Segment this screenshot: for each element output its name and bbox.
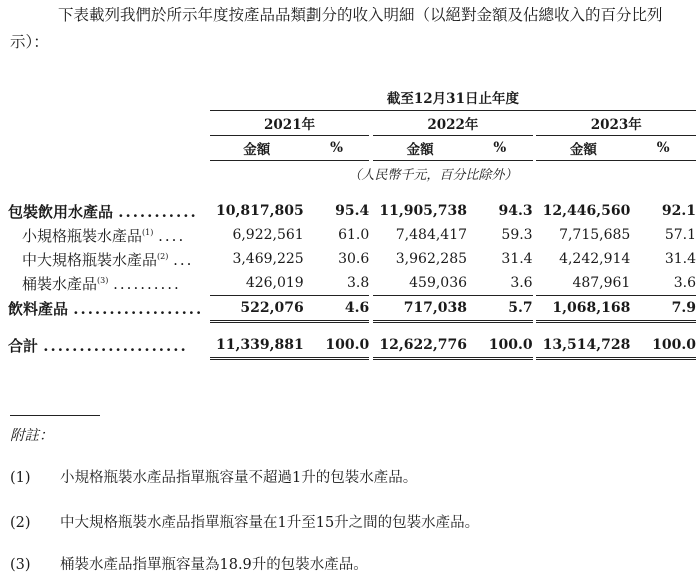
pct-2021: 4.6 — [304, 296, 370, 322]
amount-header: 金額 — [210, 136, 304, 161]
pct-2023: 57.1 — [664, 227, 696, 243]
amount-2022: 459,036 — [409, 275, 468, 291]
pct-header: % — [467, 136, 533, 161]
amount-2021: 11,339,881 — [210, 333, 304, 359]
pct-header: % — [630, 136, 696, 161]
table-row — [8, 247, 696, 271]
row-label: 包裝飲用水產品 ........... — [8, 202, 198, 221]
amount-2023: 487,961 — [572, 275, 631, 291]
pct-header: % — [304, 136, 370, 161]
amount-2023: 1,068,168 — [536, 296, 630, 322]
pct-2023: 3.6 — [673, 275, 696, 291]
table-row — [8, 199, 696, 223]
note-text: 小規格瓶裝水產品指單瓶容量不超過1升的包裝水產品。 — [60, 470, 418, 486]
amount-2021: 3,469,225 — [232, 251, 304, 267]
note-text: 中大規格瓶裝水產品指單瓶容量在1升至15升之間的包裝水產品。 — [60, 515, 480, 531]
amount-header: 金額 — [373, 136, 467, 161]
pct-2022: 31.4 — [501, 251, 533, 267]
note-item — [10, 553, 368, 574]
table-row — [8, 223, 696, 247]
table-row — [8, 296, 696, 322]
amount-2022: 3,962,285 — [395, 251, 468, 267]
amount-2022: 717,038 — [373, 296, 467, 322]
period-header: 截至12月31日止年度 — [210, 84, 696, 111]
pct-2022: 100.0 — [467, 333, 533, 359]
pct-2021: 3.8 — [347, 275, 370, 291]
pct-2023: 100.0 — [630, 333, 696, 359]
table-row — [8, 271, 696, 296]
amount-2023: 4,242,914 — [559, 251, 631, 267]
pct-2022: 59.3 — [501, 227, 533, 243]
year-header-2022: 2022年 — [373, 111, 532, 136]
amount-2023: 12,446,560 — [542, 203, 631, 219]
table-row-total — [8, 333, 696, 359]
pct-2021: 95.4 — [335, 203, 370, 219]
row-label: 小規格瓶裝水產品$^{(1)}$ .... — [22, 226, 186, 245]
pct-2022: 5.7 — [467, 296, 533, 322]
notes-divider — [10, 415, 100, 416]
pct-2021: 61.0 — [338, 227, 370, 243]
note-item — [10, 466, 417, 487]
unit-note: （人民幣千元，百分比除外） — [348, 167, 518, 183]
amount-2021: 426,019 — [245, 275, 304, 291]
row-label: 桶裝水產品$^{(3)}$ .......... — [22, 274, 181, 293]
amount-header: 金額 — [536, 136, 630, 161]
pct-2021: 100.0 — [304, 333, 370, 359]
row-label: 合計 .................... — [8, 337, 188, 356]
amount-2022: 11,905,738 — [379, 203, 468, 219]
amount-2023: 13,514,728 — [536, 333, 630, 359]
year-header-2023: 2023年 — [536, 111, 696, 136]
row-label: 中大規格瓶裝水產品$^{(2)}$ ... — [22, 250, 194, 269]
pct-2022: 3.6 — [510, 275, 533, 291]
pct-2023: 92.1 — [661, 203, 696, 219]
note-item — [10, 511, 479, 532]
notes-title: 附註： — [10, 428, 54, 444]
pct-2023: 31.4 — [664, 251, 696, 267]
intro-paragraph: 下表載列我們於所示年度按產品品類劃分的收入明細（以絕對金額及佔總收入的百分比列示）： — [10, 6, 663, 51]
note-text: 桶裝水產品指單瓶容量為18.9升的包裝水產品。 — [60, 557, 368, 573]
pct-2022: 94.3 — [498, 203, 533, 219]
year-header-2021: 2021年 — [210, 111, 369, 136]
pct-2021: 30.6 — [338, 251, 370, 267]
amount-2021: 522,076 — [210, 296, 304, 322]
amount-2022: 12,622,776 — [373, 333, 467, 359]
pct-2023: 7.9 — [630, 296, 696, 322]
note-mark: (3) — [10, 557, 31, 573]
row-label: 飲料產品 .................. — [8, 300, 204, 318]
amount-2022: 7,484,417 — [395, 227, 468, 243]
note-mark: (2) — [10, 515, 31, 531]
revenue-table — [8, 84, 696, 360]
amount-2023: 7,715,685 — [559, 227, 631, 243]
amount-2021: 6,922,561 — [232, 227, 304, 243]
note-mark: (1) — [10, 470, 31, 486]
amount-2021: 10,817,805 — [216, 203, 304, 219]
